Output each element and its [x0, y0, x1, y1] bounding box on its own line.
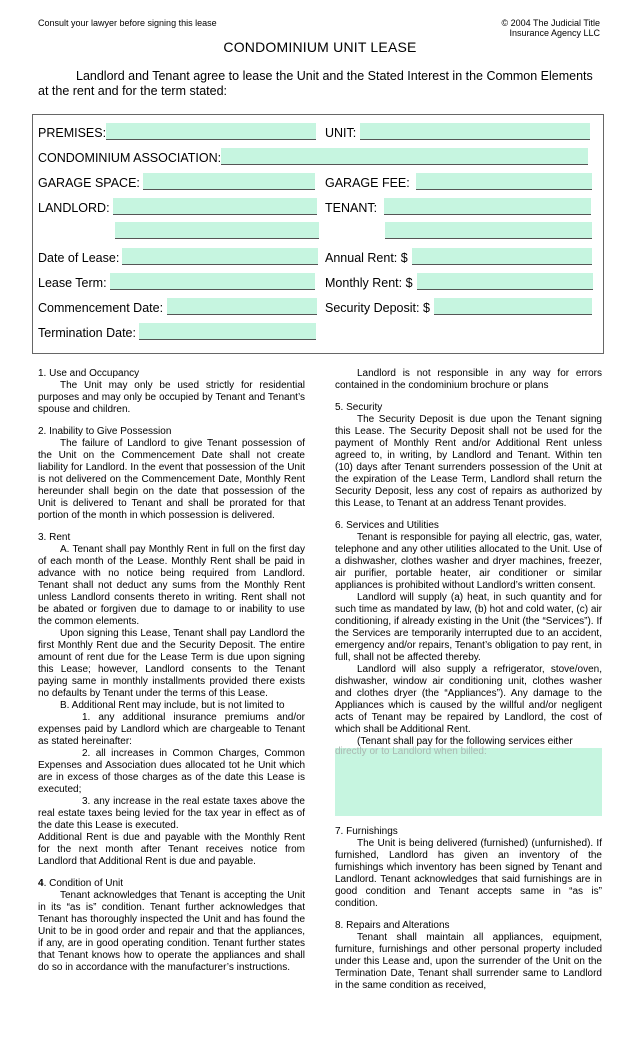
security-deposit-label: Security Deposit: $ [325, 301, 430, 315]
section-5-heading: 5. Security [335, 402, 383, 413]
date-of-lease-label: Date of Lease: [38, 251, 120, 265]
section-1-text: The Unit may only be used strictly for residential purposes and may only be occupied by Tenant and Tenant’s spouse and children. [38, 380, 305, 415]
section-8-text: Tenant shall maintain all appliances, equipment, furniture, furnishings and other personal property included under this Lease and, upon the surrender of the Unit on the Termination Date, Tenant shall surrender same to Landlord in the same condition as received, [335, 932, 602, 991]
landlord-field-line2[interactable] [115, 222, 319, 239]
left-column [38, 368, 305, 974]
section-4-title: . Condition of Unit [43, 878, 124, 889]
section-6-text-4: (Tenant shall pay for the following services either [357, 736, 573, 747]
section-4-heading [38, 878, 305, 890]
section-6-text-1: Tenant is responsible for paying all electric, gas, water, telephone and any other utilities allocated to the Unit. Use of a dishwasher, clothes washer and dryer machines, freezer, air purifier, portable heater, air conditioner or similar appliances is prohibited without Landlord’s written consent. [335, 532, 602, 591]
section-4-text: Tenant acknowledges that Tenant is accepting the Unit in its “as is” condition. Tenant further acknowledges that Tenant has thoroughly inspected the Unit and has found the Unit to be in good order and repair and that the appliances, if any, are in good operating condition. Tenant further states that Tenant knows how to operate the appliances and shall do so in accordance with the manufacturer’s instructions. [38, 890, 305, 973]
unit-field[interactable] [360, 123, 590, 140]
copyright-line-2: Insurance Agency LLC [509, 28, 600, 38]
header-copyright [501, 18, 600, 38]
section-8-heading: 8. Repairs and Alterations [335, 920, 450, 931]
section-4-number: 4 [38, 878, 44, 889]
section-3-b2-text: 2. all increases in Common Charges, Common Expenses and Association dues allocated tot he Unit which are in excess of those charges as of the date this Lease is executed; [38, 748, 305, 795]
monthly-rent-label: Monthly Rent: $ [325, 276, 413, 290]
annual-rent-field[interactable] [412, 248, 592, 265]
lease-form-box [32, 114, 604, 354]
association-field[interactable] [221, 148, 588, 165]
section-6-heading: 6. Services and Utilities [335, 520, 439, 531]
copyright-line-1: © 2004 The Judicial Title [501, 18, 600, 28]
tenant-field[interactable] [384, 198, 591, 215]
section-2-heading: 2. Inability to Give Possession [38, 426, 172, 437]
header-disclaimer: Consult your lawyer before signing this lease [38, 18, 217, 28]
termination-date-field[interactable] [139, 323, 316, 340]
unit-label: UNIT: [325, 126, 357, 140]
security-deposit-field[interactable] [434, 298, 592, 315]
landlord-field[interactable] [113, 198, 317, 215]
landlord-label: LANDLORD: [38, 201, 110, 215]
right-column [335, 368, 602, 992]
premises-field[interactable] [106, 123, 316, 140]
services-entry-ghost-text: directly or to Landlord when billed: [335, 746, 487, 757]
section-5-text: The Security Deposit is due upon the Tenant signing this Lease. The Security Deposit shall not be used for the payment of Monthly Rent and/or Additional Rent unless agreed to, in writing, by Landlord and Tenant. Within ten (10) days after Tenant surrenders possession of the Unit at the expiration of the Lease Term, Landlord shall return the Security Deposit, less any cost of repairs as authorized by this Lease, to Tenant at an address Tenant provides. [335, 414, 602, 509]
commencement-date-field[interactable] [167, 298, 317, 315]
page-title: CONDOMINIUM UNIT LEASE [223, 39, 417, 55]
lease-term-label: Lease Term: [38, 276, 107, 290]
section-6-text-3: Landlord will also supply a refrigerator, stove/oven, dishwasher, window air conditioning unit, clothes washer and clothes dryer (the “Appliances”). Any damage to the Appliances which is caused by the willful and/or negligent acts of Tenant may be repaired by Landlord, the cost of which shall be Additional Rent. [335, 664, 602, 735]
tenant-label: TENANT: [325, 201, 378, 215]
garage-space-label: GARAGE SPACE: [38, 176, 140, 190]
section-7-text: The Unit is being delivered (furnished) (unfurnished). If furnished, Landlord has given an inventory of the furnishings which inventory has been signed by Tenant and Landlord. Tenant acknowledges that said furnishings are in good condition and Tenant accepts same in “as is” condition. [335, 838, 602, 909]
section-1-heading: 1. Use and Occupancy [38, 368, 140, 379]
section-3-additional-rent-text: Additional Rent is due and payable with the Monthly Rent for the next month after Tenant receives notice from Landlord that Additional Rent is due and payable. [38, 832, 305, 867]
annual-rent-label: Annual Rent: $ [325, 251, 408, 265]
association-label: CONDOMINIUM ASSOCIATION: [38, 151, 222, 165]
section-3-heading: 3. Rent [38, 532, 71, 543]
premises-label: PREMISES: [38, 126, 107, 140]
section-3-a-text: A. Tenant shall pay Monthly Rent in full on the first day of each month of the Lease. Monthly Rent shall be paid in advance with no notice being required from Landlord. Tenant shall not deduct any sums from the Monthly Rent unless Landlord consents thereto in writing. Rent shall not be abated or forgiven due to damage to or inability to use the common elements. [38, 544, 305, 627]
tenant-field-line2[interactable] [385, 222, 592, 239]
termination-date-label: Termination Date: [38, 326, 136, 340]
intro-paragraph: Landlord and Tenant agree to lease the Unit and the Stated Interest in the Common Elements at the rent and for the term stated: [38, 69, 593, 98]
commencement-date-label: Commencement Date: [38, 301, 164, 315]
monthly-rent-field[interactable] [417, 273, 593, 290]
section-7-heading: 7. Furnishings [335, 826, 398, 837]
section-3-b1-text: 1. any additional insurance premiums and/or expenses paid by Landlord which are chargeable to Tenant as stated hereinafter: [38, 712, 305, 747]
garage-space-field[interactable] [143, 173, 315, 190]
garage-fee-field[interactable] [416, 173, 592, 190]
section-3-b3-text: 3. any increase in the real estate taxes above the real estate taxes being levied for the tax year in effect as of the date this Lease is executed. [38, 796, 305, 831]
section-6-text-2: Landlord will supply (a) heat, in such quantity and for such time as mandated by law, (b) hot and cold water, (c) air conditioning, if already existing in the Unit (the “Services”). If the Services are temporarily interrupted due to an accident, emergency and/or repairs, Tenant’s obligation to pay rent, in full, shall not be affected thereby. [335, 592, 602, 663]
date-of-lease-field[interactable] [122, 248, 318, 265]
section-3-b-text: B. Additional Rent may include, but is not limited to [60, 700, 285, 711]
garage-fee-label: GARAGE FEE: [325, 176, 410, 190]
services-entry-field[interactable] [335, 748, 602, 816]
brochure-disclaimer-text: Landlord is not responsible in any way for errors contained in the condominium brochure or plans [335, 368, 602, 391]
section-2-text: The failure of Landlord to give Tenant possession of the Unit on the Commencement Date shall not create liability for Landlord. In the event that possession of the Unit is not delivered on the Commencement Date, Monthly Rent hereunder shall begin on the date that possession of the Unit is delivered to Tenant and shall be prorated for that portion of the month in which possession is delivered. [38, 438, 305, 521]
section-3-payment-text: Upon signing this Lease, Tenant shall pay Landlord the first Monthly Rent due and the Security Deposit. The entire amount of rent due for the Lease Term is due upon signing this Lease; however, Landlord consents to the Tenant paying same in monthly installments provided there exists no defaults by Tenant under the terms of this Lease. [38, 628, 305, 699]
lease-term-field[interactable] [110, 273, 315, 290]
